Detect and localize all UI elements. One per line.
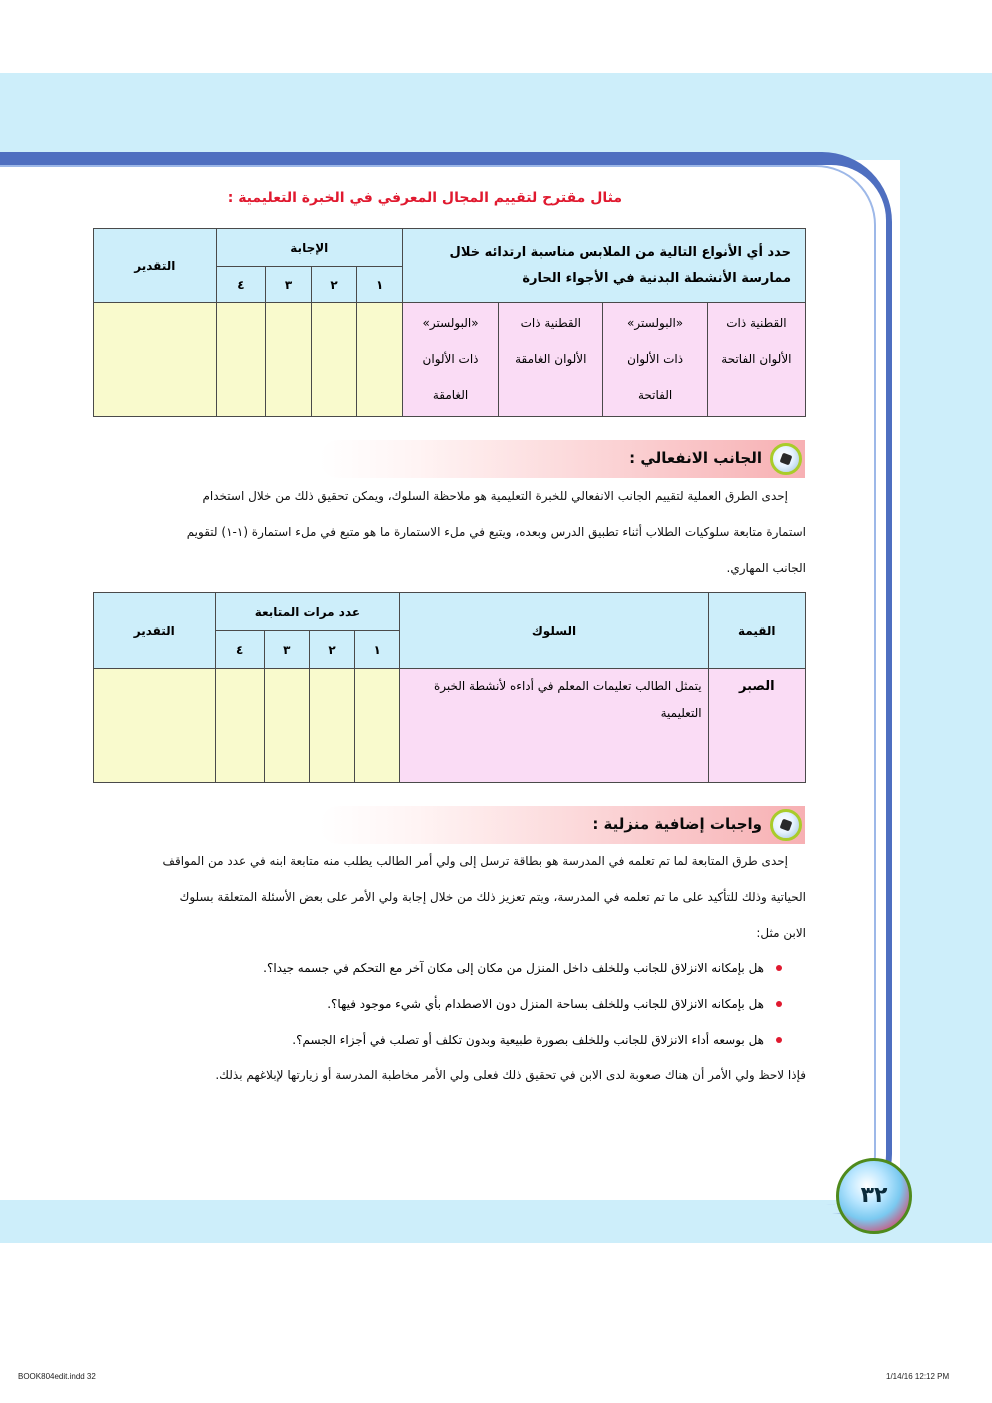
list-item: هل بإمكانه الانزلاق للجانب وللخلف بساحة المنزل دون الاصطدام بأي شيء موجود فيها؟. <box>142 986 782 1022</box>
followup-num-4: ٤ <box>215 631 264 669</box>
page-number-badge <box>836 1158 912 1234</box>
followup-box-2[interactable] <box>309 669 354 783</box>
answer-num-2: ٢ <box>311 267 357 303</box>
list-item: هل بوسعه أداء الانزلاق للجانب وللخلف بصورة طبيعية وبدون تكلف أو تصلب في أجزاء الجسم؟. <box>142 1022 782 1058</box>
soccer-ball-icon <box>770 809 802 841</box>
homework-heading: واجبات إضافية منزلية : <box>592 815 762 833</box>
answer-box-1[interactable] <box>357 303 403 417</box>
answer-box-2[interactable] <box>311 303 357 417</box>
emotional-heading: الجانب الانفعالي : <box>629 449 762 467</box>
behavior-header: السلوك <box>400 593 708 669</box>
answer-box-4[interactable] <box>216 303 266 417</box>
rating-box[interactable] <box>94 303 217 417</box>
followup-box-4[interactable] <box>215 669 264 783</box>
answer-num-4: ٤ <box>216 267 266 303</box>
followup-num-2: ٢ <box>309 631 354 669</box>
followup-num-3: ٣ <box>264 631 309 669</box>
top-band <box>0 73 992 160</box>
option-2: «البولستر» ذات الألوان الفاتحة <box>603 303 707 417</box>
section-title: مثال مقترح لتقييم المجال المعرفي في الخبرة التعليمية : <box>227 190 622 206</box>
question-cell: حدد أي الأنواع التالية من الملابس مناسبة ارتدائه خلال ممارسة الأنشطة البدنية في الأجواء الحارة <box>402 229 805 303</box>
footer-file: BOOK804edit.indd 32 <box>18 1372 96 1381</box>
page-number: ٣٢ <box>860 1183 888 1208</box>
followup-box-3[interactable] <box>264 669 309 783</box>
rating-box-2[interactable] <box>94 669 216 783</box>
value-header: القيمة <box>708 593 805 669</box>
answer-header: الإجابة <box>216 229 402 267</box>
footer-timestamp: 1/14/16 12:12 PM <box>886 1372 950 1381</box>
option-1: القطنية ذات الألوان الفاتحة <box>707 303 805 417</box>
behavior-table <box>93 592 806 783</box>
answer-box-3[interactable] <box>266 303 312 417</box>
rating-header: التقدير <box>94 229 217 303</box>
bullet-icon <box>776 1001 782 1007</box>
bullet-icon <box>776 1037 782 1043</box>
question-list <box>142 950 782 1058</box>
followup-header: عدد مرات المتابعة <box>215 593 400 631</box>
right-band <box>900 73 992 1243</box>
behavior-cell: يتمثل الطالب تعليمات المعلم في أداءه لأنشطة الخبرة التعليمية <box>400 669 708 783</box>
value-cell: الصبر <box>708 669 805 783</box>
answer-num-3: ٣ <box>266 267 312 303</box>
emotional-paragraph: إحدى الطرق العملية لتقييم الجانب الانفعالي للخبرة التعليمية هو ملاحظة السلوك، ويمكن تحقيق ذلك من خلال استخدام استمارة متابعة سلوكيات الطلاب أثناء تطبيق الدرس وبعده، ويتبع في ملء الاستمارة ما هو متبع في ملء استمارة (١-١) لتقويم الجانب المهاري. <box>186 489 806 575</box>
cognitive-assessment-table <box>93 228 806 417</box>
soccer-ball-icon <box>770 443 802 475</box>
bullet-icon <box>776 965 782 971</box>
answer-num-1: ١ <box>357 267 403 303</box>
list-item: هل بإمكانه الانزلاق للجانب وللخلف داخل المنزل من مكان إلى مكان آخر مع التحكم في جسمه جيدا؟. <box>142 950 782 986</box>
rating-header-2: التقدير <box>94 593 216 669</box>
option-3: القطنية ذات الألوان الغامقة <box>499 303 603 417</box>
homework-paragraph: إحدى طرق المتابعة لما تم تعلمه في المدرسة هو بطاقة ترسل إلى ولي أمر الطالب يطلب منه متابعة ابنه في عدد من المواقف الحياتية وذلك للتأكيد على ما تم تعلمه في المدرسة، ويتم تعزيز ذلك من خلال إجابة ولي الأمر على بعض الأسئلة المتعلقة بسلوك الابن مثل: <box>162 854 806 940</box>
option-4: «البولستر» ذات الألوان الغامقة <box>402 303 498 417</box>
followup-num-1: ١ <box>355 631 400 669</box>
followup-box-1[interactable] <box>355 669 400 783</box>
closing-paragraph: فإذا لاحظ ولي الأمر أن هناك صعوبة لدى الابن في تحقيق ذلك فعلى ولي الأمر مخاطبة المدرسة أو زيارتها لإبلاغهم بذلك. <box>215 1068 806 1082</box>
